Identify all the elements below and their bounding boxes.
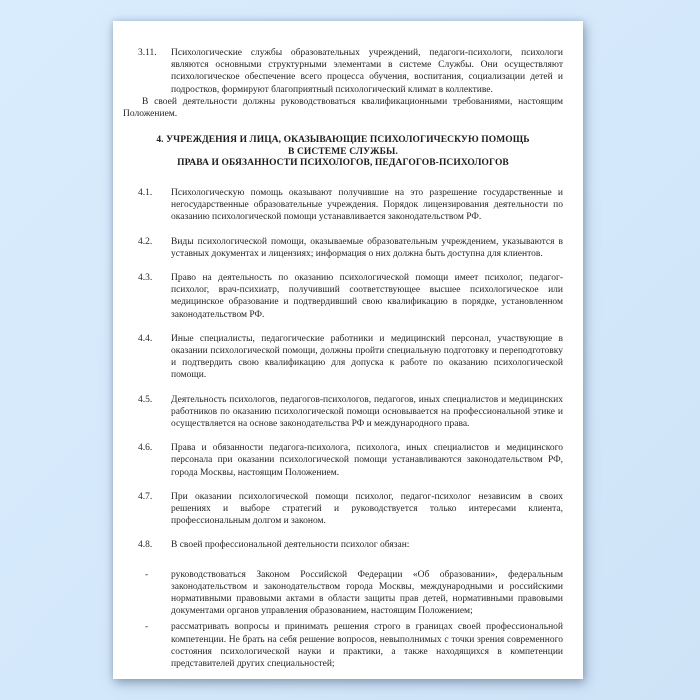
subparagraph-3-11: В своей деятельности должны руководствоваться квалификационными требованиями, настоящим Положением. (123, 96, 563, 120)
item-text: Психологическую помощь оказывают получившие на это разрешение государственные и негосударственные образовательные учреждения. Порядок лицензирования деятельности по оказанию психологической помощи устанавливается законодательством РФ. (171, 188, 563, 223)
item-number: 4.1. (138, 188, 153, 198)
item-text: Психологические службы образовательных учреждений, педагоги-психологи, психологи являются основными структурными элементами в системе Службы. Они осуществляют психологическое обеспечение всего процесса обучения, воспитания, социализации детей и подростков, формируют благоприятный психологический климат в коллективе. (171, 48, 563, 95)
dash-marker: - (145, 569, 149, 580)
bullet-text: руководствоваться Законом Российской Федерации «Об образовании», федеральным законодательством и законодательством города Москвы, международными и российскими нормативными правовыми актами в области защиты прав детей, нормативными правовыми документами органов управления образованием, настоящим Положением; (171, 569, 563, 617)
section-heading (123, 135, 563, 170)
section-heading-line-3: ПРАВА И ОБЯЗАННОСТИ ПСИХОЛОГОВ, ПЕДАГОГОВ-ПСИХОЛОГОВ (177, 158, 509, 169)
paragraph-item-4-1 (123, 187, 563, 224)
item-text: При оказании психологической помощи психолог, педагог-психолог независим в своих решениях и выборе стратегий и руководствуется только интересами клиента, профессиональным долгом и законом. (171, 491, 563, 527)
paragraph-item-4-5 (123, 394, 563, 431)
item-text: Право на деятельность по оказанию психологической помощи имеет психолог, педагог-психолог, врач-психиатр, получивший соответствующее высшее психологическое или медицинское образование и подтвердивший свою квалификацию в порядке, установленном законодательством РФ. (171, 273, 563, 320)
document-content (123, 47, 563, 670)
dash-marker: - (145, 622, 149, 633)
paragraph-item-4-8 (123, 539, 563, 551)
item-number: 4.6. (138, 443, 153, 454)
item-number: 4.3. (138, 273, 153, 284)
section-heading-line-1: 4. УЧРЕЖДЕНИЯ И ЛИЦА, ОКАЗЫВАЮЩИЕ ПСИХОЛОГИЧЕСКУЮ ПОМОЩЬ (156, 135, 530, 146)
item-text: Права и обязанности педагога-психолога, психолога, иных специалистов и медицинского персонала при оказании психологической помощи устанавливаются законодательством РФ, города Москвы, настоящим Положением. (171, 443, 563, 478)
paragraph-item-3-11 (123, 47, 563, 96)
paragraph-item-4-3 (123, 272, 563, 321)
document-page (113, 21, 583, 679)
paragraph-item-4-4 (123, 333, 563, 382)
item-number: 4.2. (138, 236, 153, 247)
item-text: Виды психологической помощи, оказываемые образовательным учреждением, указываются в уставных документах и лицензиях; информация о них должна быть доступна для клиентов. (171, 236, 563, 259)
bullet-item-2 (123, 621, 563, 670)
section-heading-line-2: В СИСТЕМЕ СЛУЖБЫ. (288, 146, 398, 157)
paragraph-item-4-7 (123, 491, 563, 528)
item-number: 3.11. (138, 48, 157, 58)
paragraph-item-4-6 (123, 442, 563, 479)
bullet-text: рассматривать вопросы и принимать решения строго в границах своей профессиональной компетенции. Не брать на себя решение вопросов, невыполнимых с точки зрения современного состояния психологической науки и практики, а также находящихся в компетенции представителей других специальностей; (171, 622, 563, 670)
item-text: Иные специалисты, педагогические работники и медицинский персонал, участвующие в оказании психологической помощи, должны пройти специальную подготовку и переподготовку и подтвердить свою квалификацию для допуска к работе по оказанию психологической помощи. (171, 333, 563, 381)
bullet-item-1 (123, 569, 563, 618)
item-text: В своей профессиональной деятельности психолог обязан: (171, 540, 410, 551)
item-text: Деятельность психологов, педагогов-психологов, педагогов, иных специалистов и медицинских работников по оказанию психологической помощи основывается на профессиональной этике и осуществляется на основе законодательства РФ и международного права. (171, 394, 563, 430)
item-number: 4.4. (138, 333, 153, 344)
item-number: 4.8. (138, 540, 153, 551)
item-number: 4.5. (138, 394, 153, 405)
paragraph-item-4-2 (123, 236, 563, 260)
item-number: 4.7. (138, 491, 153, 502)
